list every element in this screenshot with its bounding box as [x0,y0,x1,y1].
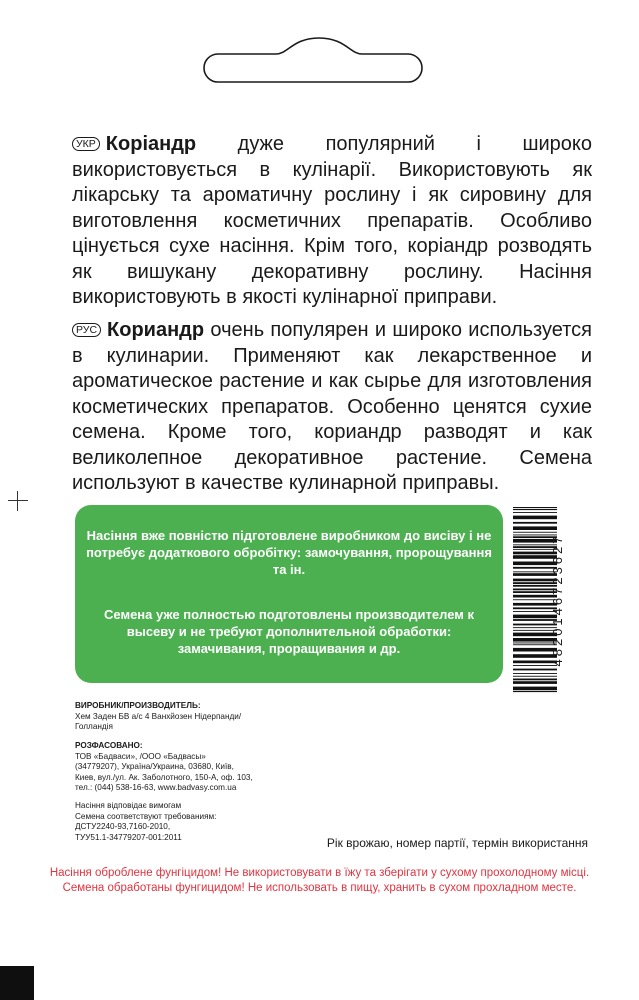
manufacturer-label: ВИРОБНИК/ПРОИЗВОДИТЕЛЬ: [75,701,201,710]
manufacturer-line: Голландія [75,722,113,732]
packer-line: ТОВ «Бадваси», /ООО «Бадвасы» [75,751,206,761]
manufacturer-line: Хем Заден БВ а/с 4 Ванхйозен Нідерпанди/ [75,711,242,721]
batch-info: Рік врожаю, номер партії, термін використання [326,836,588,850]
packer-line: Киев, вул./ул. Ак. Заболотного, 150-А, оф. 103, [75,772,253,782]
fungicide-warning-ukr: Насіння оброблене фунгіцидом! Не використовувати в їжу та зберігати у сухому прохолодному місці. [49,867,590,879]
barcode-digits: 4820146723627 [550,533,565,667]
description-ukr [72,132,592,311]
lang-badge-ukr: УКР [72,137,100,151]
standards-info [75,801,295,843]
seed-preparation-ukr: Насіння вже повністю підготовлене виробником до висіву і не потребує додаткового обробітку: замочування, пророщування та ін. [86,528,492,577]
lang-badge-rus: РУС [72,323,101,337]
standards-line: Семена соответствуют требованиям: [75,811,217,821]
registration-mark [8,491,28,511]
description-ukr-text: дуже популярний і широко використовується в кулінарії. Використовують як лікарську та ароматичну рослину і як сировину для виготовлення косметичних препаратів. Особливо цінується сухе насіння. Крім того, коріандр розводять як вишукану декоративну рослину. Насіння використовують в якості кулінарної приправи. [72,133,592,308]
product-name-ukr: Коріандр [105,133,197,155]
corner-mark [0,966,34,1000]
description-rus-text: очень популярен и широко используется в кулинарии. Применяют как лекарственное и ароматическое растение и как сырье для изготовления косметических препаратов. Особенно ценятся сухие семена. Кроме того, кориандр разводят и как великолепное декоративное растение. Семена используют в качестве кулинарной приправы. [72,319,592,494]
manufacturer-info [75,701,295,733]
seed-preparation-rus: Семена уже полностью подготовлены производителем к высеву и не требуют дополнительной обработки: замачивания, проращивания и др. [104,607,474,656]
description-rus [72,318,592,497]
seed-preparation-box [75,505,503,683]
standards-line: Насіння відповідає вимогам [75,801,182,810]
fungicide-warning-rus: Семена обработаны фунгицидом! Не использовать в пищу, хранить в сухом прохладном месте. [62,882,577,894]
packer-info [75,741,295,794]
product-name-rus: Кориандр [107,319,205,341]
packer-line: тел.: (044) 538-16-63, www.badvasy.com.ua [75,783,237,793]
standards-line: ДСТУ2240-93,7160-2010, [75,822,171,832]
standards-line: ТУУ51.1-34779207-001:2011 [75,832,182,842]
hanger-hole-outline [0,0,639,100]
packer-line: (34779207), Україна/Украина, 03680, Київ, [75,762,234,772]
packer-label: РОЗФАСОВАНО: [75,741,143,750]
